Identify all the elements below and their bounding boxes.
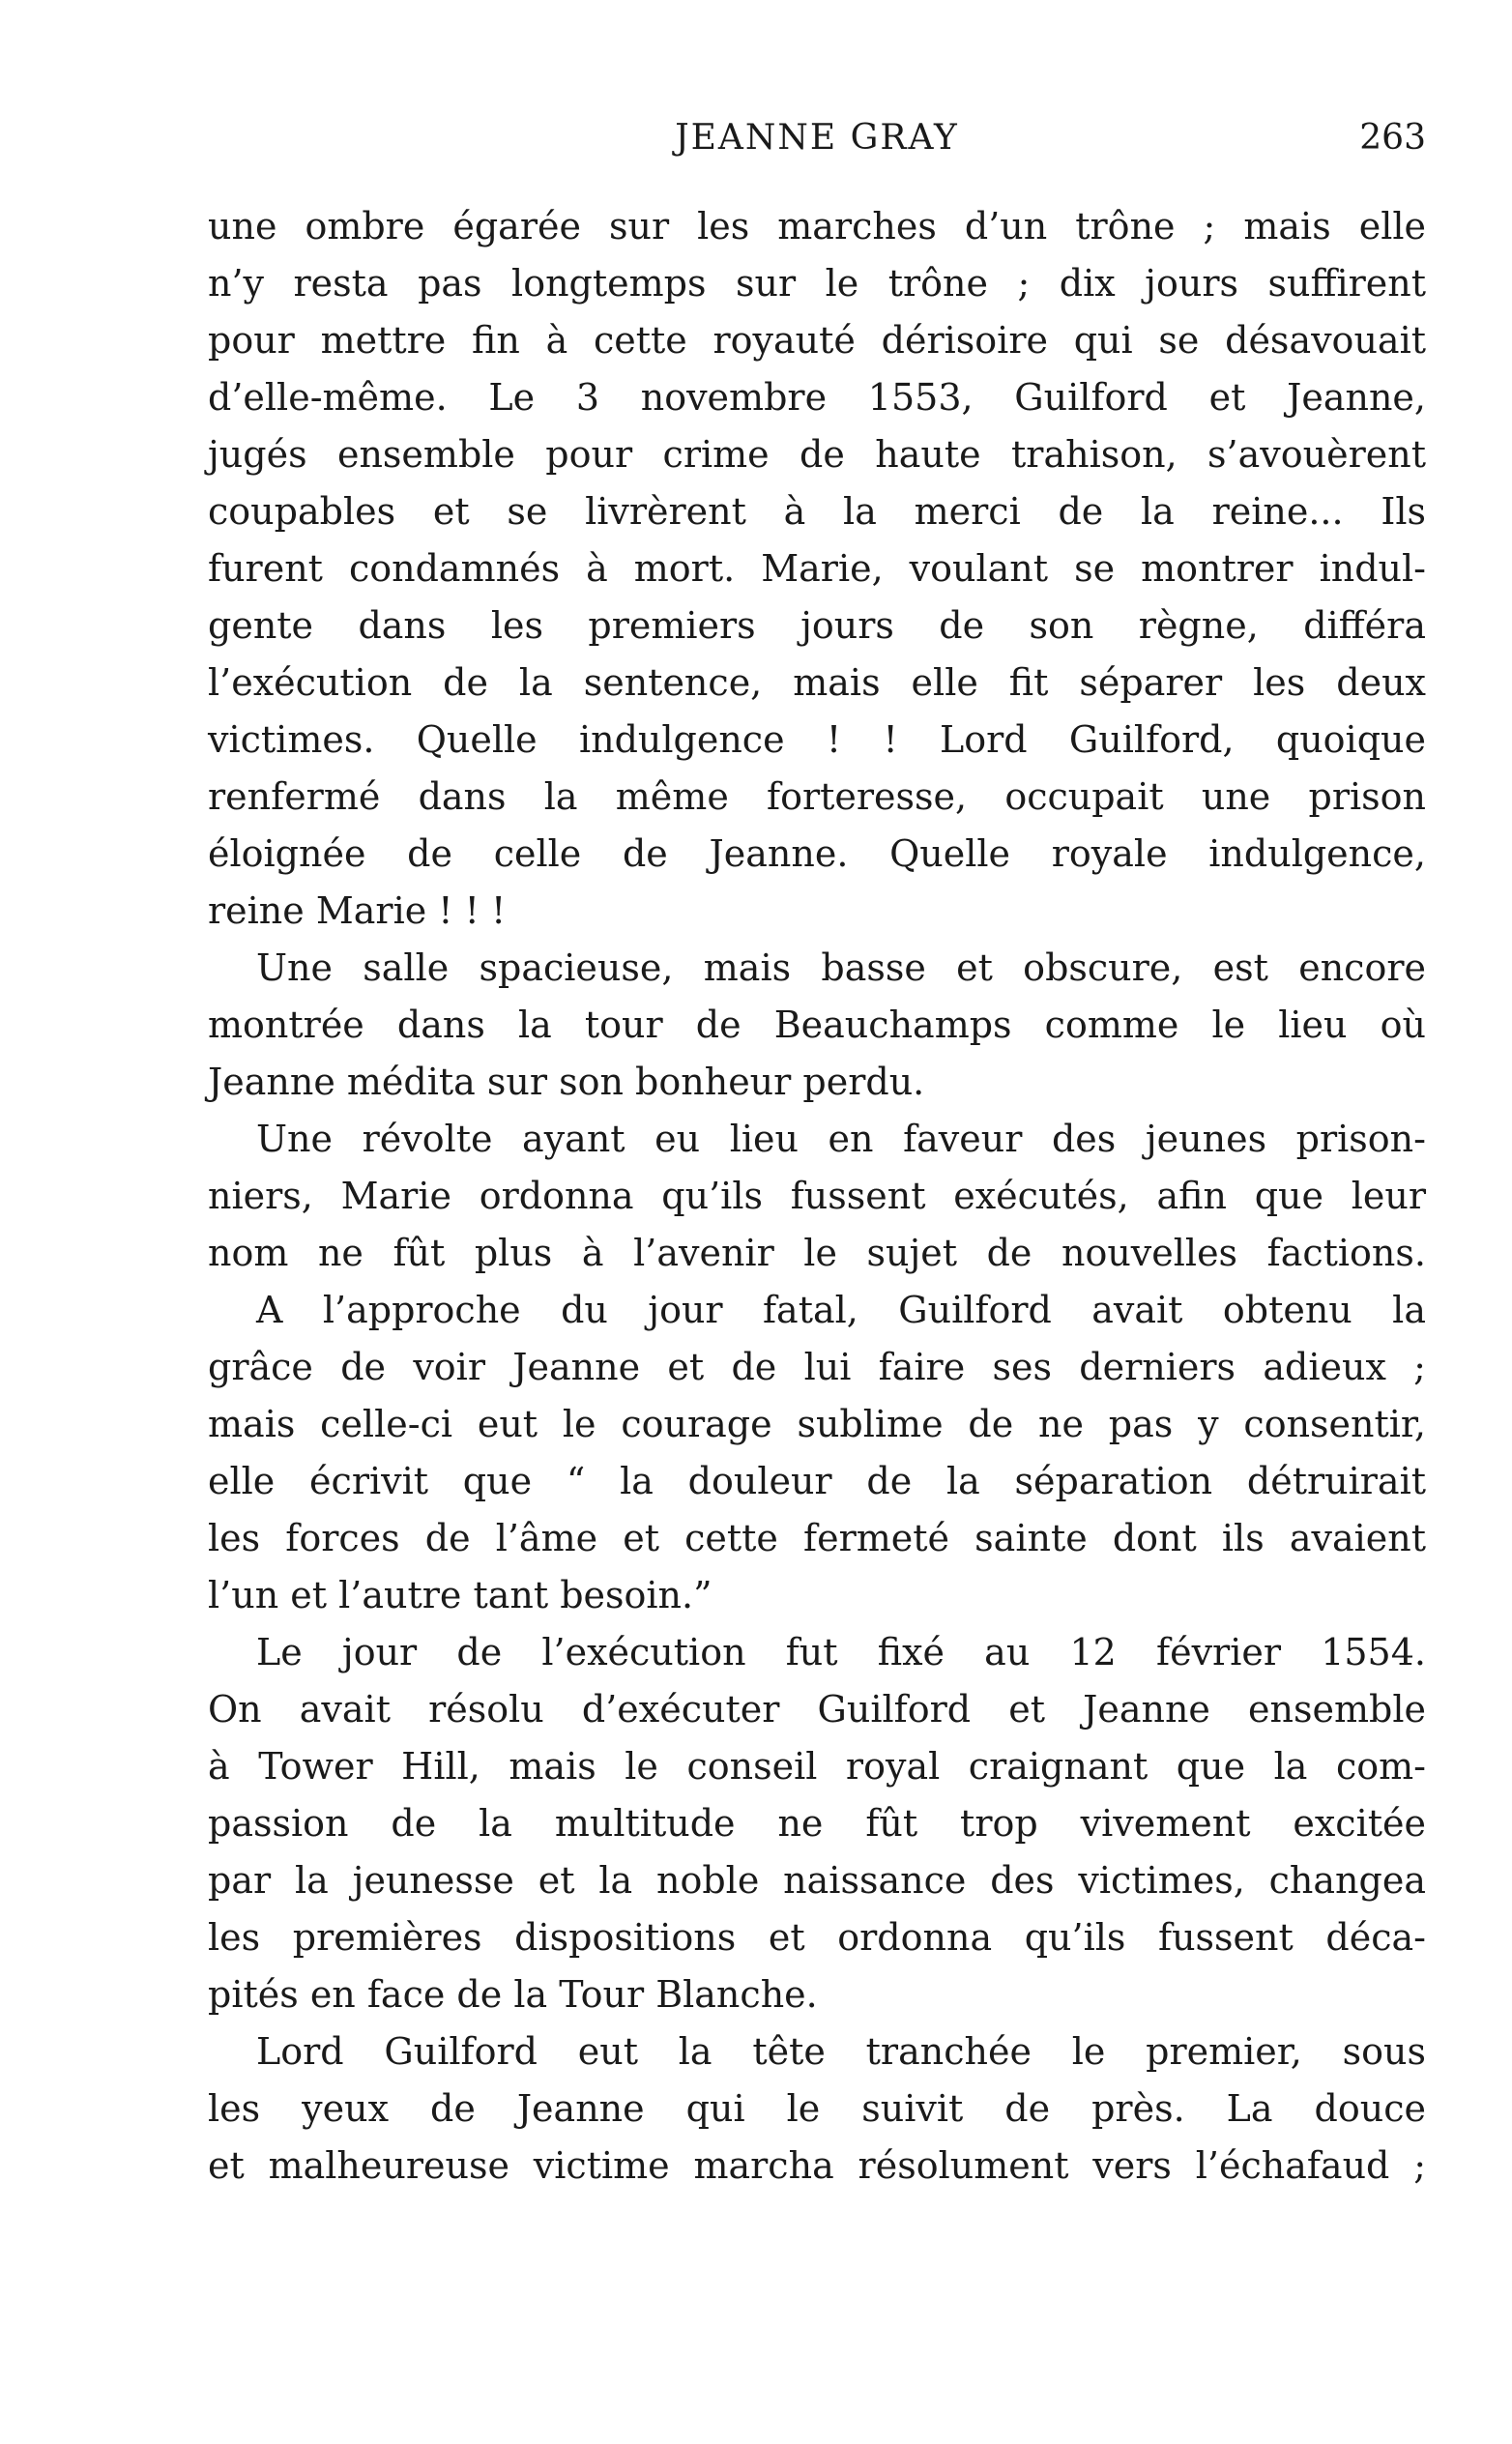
paragraph-2 — [208, 940, 1426, 1111]
paragraph-4 — [208, 1282, 1426, 1624]
text-line: les yeux de Jeanne qui le suivit de près. La douce — [208, 2087, 1426, 2130]
text-line: reine Marie ! ! ! — [208, 889, 507, 932]
text-line: l’exécution de la sentence, mais elle fit séparer les deux — [208, 661, 1426, 704]
text-line: et malheureuse victime marcha résolument vers l’échafaud ; — [208, 2144, 1426, 2187]
text-line: A l’approche du jour fatal, Guilford avait obtenu la — [256, 1289, 1426, 1331]
text-line: coupables et se livrèrent à la merci de la reine... Ils — [208, 490, 1426, 533]
text-line: Jeanne médita sur son bonheur perdu. — [208, 1061, 925, 1103]
paragraph-1 — [208, 198, 1426, 940]
text-line: les premières dispositions et ordonna qu’ils fussent déca- — [208, 1916, 1426, 1959]
text-line: à Tower Hill, mais le conseil royal craignant que la com- — [208, 1745, 1426, 1788]
text-line: nom ne fût plus à l’avenir le sujet de nouvelles factions. — [208, 1232, 1426, 1274]
paragraph-6 — [208, 2023, 1426, 2195]
text-line: éloignée de celle de Jeanne. Quelle royale indulgence, — [208, 832, 1426, 875]
text-line: elle écrivit que “ la douleur de la séparation détruirait — [208, 1460, 1426, 1502]
text-line: pour mettre fin à cette royauté dérisoire qui se désavouait — [208, 319, 1426, 362]
text-line: gente dans les premiers jours de son règne, différa — [208, 604, 1426, 647]
text-line: mais celle-ci eut le courage sublime de ne pas y consentir, — [208, 1403, 1426, 1445]
text-line: par la jeunesse et la noble naissance des victimes, changea — [208, 1859, 1426, 1902]
text-line: Lord Guilford eut la tête tranchée le premier, sous — [256, 2030, 1426, 2073]
text-line: On avait résolu d’exécuter Guilford et Jeanne ensemble — [208, 1688, 1426, 1731]
text-line: montrée dans la tour de Beauchamps comme le lieu où — [208, 1004, 1426, 1046]
text-line: Une salle spacieuse, mais basse et obscure, est encore — [256, 946, 1426, 989]
text-line: d’elle-même. Le 3 novembre 1553, Guilford et Jeanne, — [208, 376, 1426, 419]
text-line: victimes. Quelle indulgence ! ! Lord Guilford, quoique — [208, 718, 1426, 761]
text-line: Une révolte ayant eu lieu en faveur des jeunes prison- — [256, 1118, 1426, 1160]
body-text — [208, 198, 1426, 2195]
text-line: passion de la multitude ne fût trop vivement excitée — [208, 1802, 1426, 1845]
text-line: l’un et l’autre tant besoin.” — [208, 1574, 712, 1616]
text-line: les forces de l’âme et cette fermeté sainte dont ils avaient — [208, 1517, 1426, 1559]
text-line: grâce de voir Jeanne et de lui faire ses derniers adieux ; — [208, 1346, 1426, 1388]
text-line: jugés ensemble pour crime de haute trahison, s’avouèrent — [208, 433, 1426, 476]
text-line: une ombre égarée sur les marches d’un trône ; mais elle — [208, 205, 1426, 247]
text-line: niers, Marie ordonna qu’ils fussent exécutés, afin que leur — [208, 1175, 1426, 1217]
running-header — [208, 114, 1426, 162]
paragraph-5 — [208, 1624, 1426, 2023]
paragraph-3 — [208, 1111, 1426, 1282]
text-line: Le jour de l’exécution fut fixé au 12 février 1554. — [256, 1631, 1426, 1673]
text-line: furent condamnés à mort. Marie, voulant se montrer indul- — [208, 547, 1426, 590]
text-line: n’y resta pas longtemps sur le trône ; dix jours suffirent — [208, 262, 1426, 305]
running-title: JEANNE GRAY — [675, 118, 959, 158]
page-number: 263 — [1359, 118, 1426, 158]
text-line: pités en face de la Tour Blanche. — [208, 1973, 818, 2016]
text-line: renfermé dans la même forteresse, occupait une prison — [208, 775, 1426, 818]
